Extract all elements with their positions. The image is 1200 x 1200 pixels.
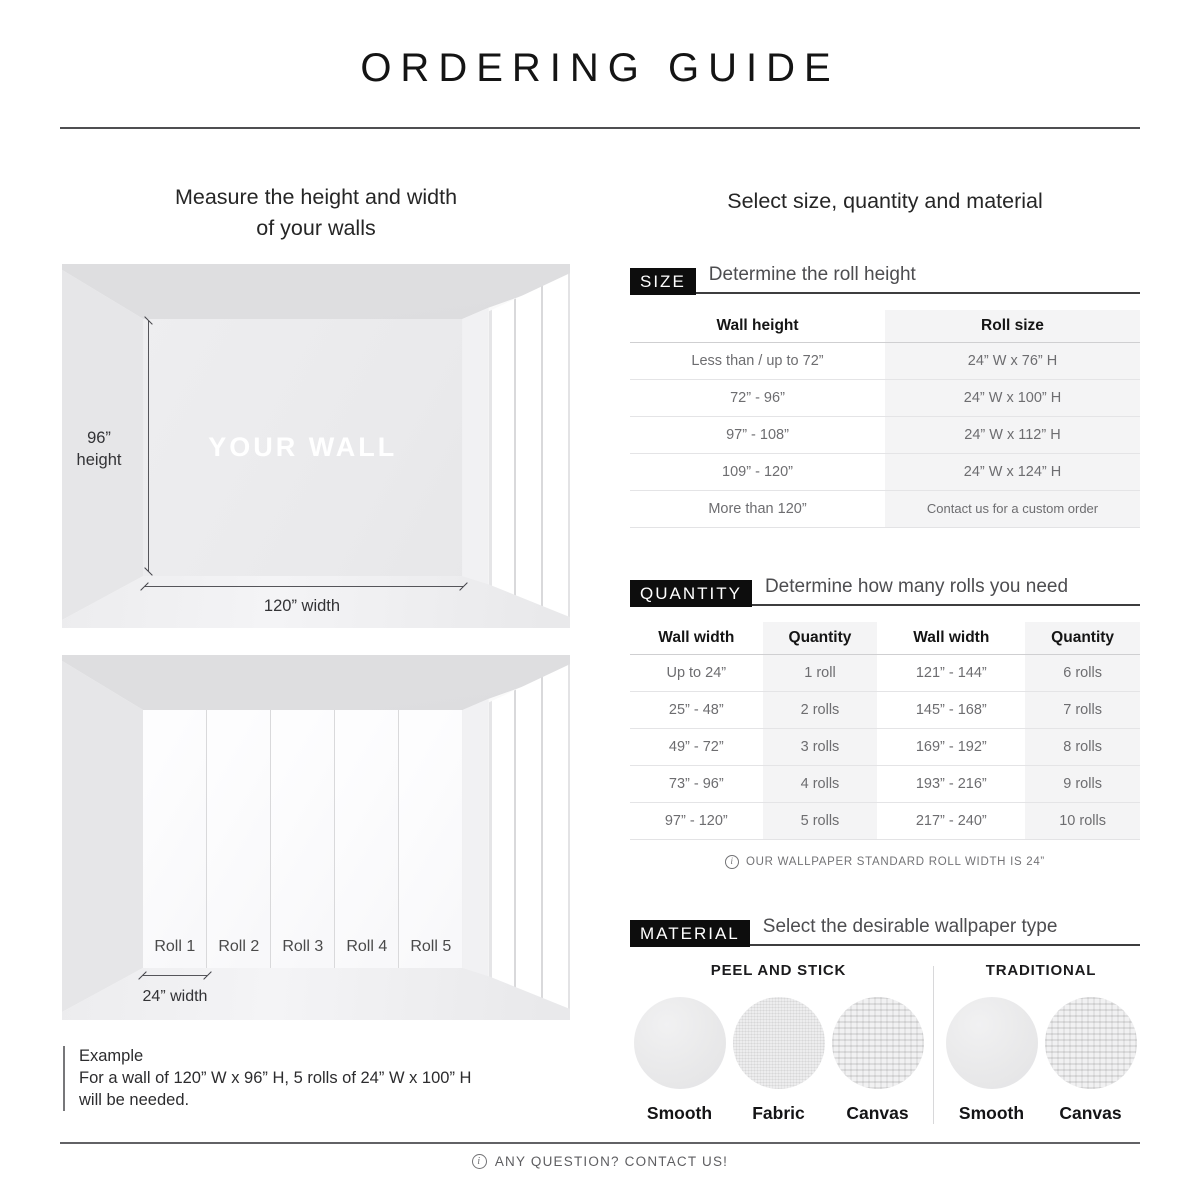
table-cell: 97” - 120” <box>630 803 763 840</box>
size-table-header-row <box>630 310 1140 343</box>
table-cell: 9 rolls <box>1025 766 1140 803</box>
swatch-label: Canvas <box>846 1103 909 1123</box>
qty-col-quantity-1: Quantity <box>763 622 878 655</box>
table-cell: 49” - 72” <box>630 729 763 766</box>
size-table-row <box>630 454 1140 491</box>
table-cell: 5 rolls <box>763 803 878 840</box>
table-cell: 4 rolls <box>763 766 878 803</box>
table-cell: 1 roll <box>763 655 878 692</box>
roll-panel-4 <box>335 710 399 968</box>
info-icon: i <box>472 1154 487 1169</box>
material-group-traditional <box>942 962 1140 1124</box>
roll-label: Roll 5 <box>410 937 452 955</box>
your-wall-label: YOUR WALL <box>208 432 398 462</box>
left-column-heading <box>60 182 572 244</box>
table-cell: 24” W x 100” H <box>885 380 1140 417</box>
roll-width-note-text: OUR WALLPAPER STANDARD ROLL WIDTH IS 24” <box>746 856 1045 868</box>
table-cell: 73” - 96” <box>630 766 763 803</box>
qty-col-wall-width-1: Wall width <box>630 622 763 655</box>
swatch-canvas <box>1044 997 1138 1124</box>
table-cell: 10 rolls <box>1025 803 1140 840</box>
quantity-table-row <box>630 692 1140 729</box>
info-icon: i <box>725 855 739 869</box>
roll-label: Roll 3 <box>282 937 324 955</box>
table-cell: 2 rolls <box>763 692 878 729</box>
size-col-wall-height: Wall height <box>630 310 885 343</box>
table-cell: 25” - 48” <box>630 692 763 729</box>
roll-panel-1 <box>143 710 207 968</box>
width-dimension-label: 120” width <box>263 597 341 615</box>
table-cell: 72” - 96” <box>630 380 885 417</box>
swatch-smooth <box>945 997 1039 1124</box>
roll-label: Roll 2 <box>218 937 260 955</box>
material-group-divider <box>933 966 934 1124</box>
quantity-table-row <box>630 766 1140 803</box>
quantity-table-row <box>630 729 1140 766</box>
right-column-heading: Select size, quantity and material <box>727 189 1043 213</box>
table-cell: 193” - 216” <box>877 766 1025 803</box>
page-title: ORDERING GUIDE <box>360 46 840 90</box>
roll-panel-3 <box>271 710 335 968</box>
swatch-fabric <box>732 997 826 1124</box>
smooth-texture-swatch <box>946 997 1038 1089</box>
quantity-section-header <box>630 574 1140 606</box>
material-tag: MATERIAL <box>630 920 750 947</box>
quantity-tag: QUANTITY <box>630 580 752 607</box>
custom-order-text: Contact us for a custom order <box>926 500 1099 516</box>
room-illustration-measure <box>62 264 570 628</box>
table-cell: 145” - 168” <box>877 692 1025 729</box>
swatch-row <box>630 997 927 1124</box>
quantity-table-row <box>630 655 1140 692</box>
qty-col-wall-width-2: Wall width <box>877 622 1025 655</box>
roll-width-dimension-label: 24” width <box>142 988 208 1005</box>
left-heading-line2: of your walls <box>256 216 376 241</box>
quantity-subtitle: Determine how many rolls you need <box>764 576 1069 597</box>
table-cell: 109” - 120” <box>630 454 885 491</box>
material-group-peel-and-stick <box>630 962 927 1124</box>
table-cell: 169” - 192” <box>877 729 1025 766</box>
height-dimension-line <box>148 321 149 571</box>
top-divider <box>60 127 1140 129</box>
size-col-roll-size: Roll size <box>885 310 1140 343</box>
material-group-title: PEEL AND STICK <box>710 962 847 979</box>
footer-text: ANY QUESTION? CONTACT US! <box>494 1154 729 1169</box>
quantity-table-row <box>630 803 1140 840</box>
table-cell: 217” - 240” <box>877 803 1025 840</box>
room-illustration-rolls <box>62 655 570 1020</box>
size-section-header <box>630 262 1140 294</box>
table-cell <box>885 491 1140 528</box>
table-cell: 6 rolls <box>1025 655 1140 692</box>
size-table <box>630 310 1140 528</box>
table-cell: 24” W x 76” H <box>885 343 1140 380</box>
example-block <box>63 1046 543 1111</box>
roll-label: Roll 4 <box>346 937 388 955</box>
swatch-label: Fabric <box>752 1103 805 1123</box>
quantity-table <box>630 622 1140 840</box>
table-cell: Up to 24” <box>666 665 727 681</box>
material-subtitle: Select the desirable wallpaper type <box>762 916 1058 937</box>
height-word: height <box>76 451 122 470</box>
quantity-table-header-row <box>630 622 1140 655</box>
swatch-row <box>942 997 1140 1124</box>
footer <box>0 1154 1200 1169</box>
roll-width-dimension-line <box>143 975 207 976</box>
table-cell: 24” W x 112” H <box>885 417 1140 454</box>
smooth-texture-swatch <box>634 997 726 1089</box>
bottom-divider <box>60 1142 1140 1144</box>
size-subtitle: Determine the roll height <box>708 264 916 285</box>
size-section <box>630 262 1140 528</box>
swatch-label: Smooth <box>646 1103 713 1123</box>
example-line1: For a wall of 120” W x 96” H, 5 rolls of 24” W x 100” H <box>79 1068 472 1087</box>
swatch-label: Smooth <box>958 1103 1025 1123</box>
size-table-row <box>630 491 1140 528</box>
roll-width-note <box>630 855 1140 869</box>
table-cell: 8 rolls <box>1025 729 1140 766</box>
material-groups <box>630 962 1140 1124</box>
size-table-row <box>630 380 1140 417</box>
size-tag: SIZE <box>630 268 696 295</box>
roll-panel-2 <box>207 710 271 968</box>
example-line2: will be needed. <box>79 1090 190 1109</box>
table-cell: 7 rolls <box>1025 692 1140 729</box>
table-cell: 3 rolls <box>763 729 878 766</box>
fabric-texture-swatch <box>733 997 825 1089</box>
height-value: 96” <box>87 429 111 447</box>
wallpaper-roll-panels <box>143 710 462 968</box>
table-cell: 97” - 108” <box>630 417 885 454</box>
table-cell: More than 120” <box>630 491 885 528</box>
size-table-row <box>630 417 1140 454</box>
swatch-canvas <box>831 997 925 1124</box>
left-heading-line1: Measure the height and width <box>174 185 458 209</box>
material-section-header <box>630 914 1140 946</box>
example-title: Example <box>79 1047 144 1065</box>
roll-label: Roll 1 <box>154 937 196 955</box>
material-group-title: TRADITIONAL <box>985 962 1097 979</box>
width-dimension-line <box>145 586 463 587</box>
swatch-label: Canvas <box>1059 1103 1122 1123</box>
table-cell: 24” W x 124” H <box>885 454 1140 491</box>
swatch-smooth <box>633 997 727 1124</box>
canvas-texture-swatch <box>1045 997 1137 1089</box>
quantity-section <box>630 574 1140 869</box>
size-table-row <box>630 343 1140 380</box>
qty-col-quantity-2: Quantity <box>1025 622 1140 655</box>
material-section <box>630 914 1140 1124</box>
table-cell: Less than / up to 72” <box>691 353 824 369</box>
table-cell: 121” - 144” <box>915 665 987 681</box>
roll-panel-5 <box>399 710 462 968</box>
height-dimension-label <box>62 427 136 472</box>
canvas-texture-swatch <box>832 997 924 1089</box>
